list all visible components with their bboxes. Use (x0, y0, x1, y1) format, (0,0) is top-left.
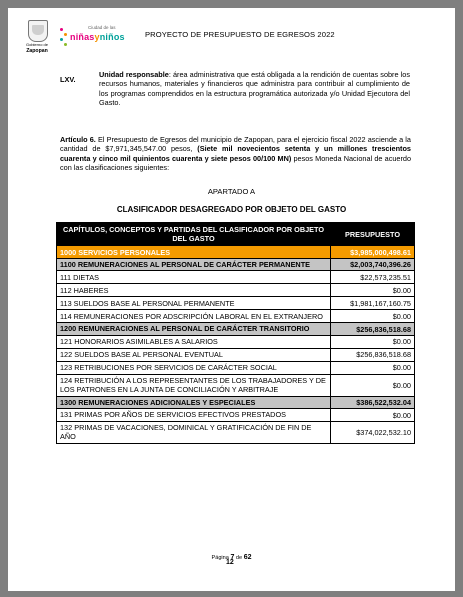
table-row (57, 422, 415, 444)
table-row (57, 246, 415, 259)
brand-logo (60, 25, 130, 49)
table-row (57, 310, 415, 323)
row-label: 1000 SERVICIOS PERSONALES (57, 246, 331, 259)
table-row (57, 374, 415, 396)
row-label: 131 PRIMAS POR AÑOS DE SERVICIOS EFECTIVOS PRESTADOS (57, 409, 331, 422)
table-row (57, 271, 415, 284)
document-page (8, 8, 455, 591)
row-amount: $0.00 (331, 284, 415, 297)
row-amount: $256,836,518.68 (331, 348, 415, 361)
table-row (57, 259, 415, 271)
table-row (57, 361, 415, 374)
row-amount: $2,003,740,396.26 (331, 259, 415, 271)
page-footer: Página 7 de 62 12 (211, 554, 252, 566)
row-label: 112 HABERES (57, 284, 331, 297)
row-label: 121 HONORARIOS ASIMILABLES A SALARIOS (57, 335, 331, 348)
table-body (57, 246, 415, 444)
row-amount: $256,836,518.68 (331, 323, 415, 335)
table-row (57, 396, 415, 408)
row-amount: $22,573,235.51 (331, 271, 415, 284)
table-row (57, 284, 415, 297)
row-amount: $0.00 (331, 374, 415, 396)
row-amount: $0.00 (331, 361, 415, 374)
budget-table (56, 222, 415, 444)
row-amount: $0.00 (331, 310, 415, 323)
definition-text: Unidad responsable: área administrativa que está obligada a la rendición de cuentas sobre los recursos humanos, materiales y financieros que administra para contribuir al cumplimiento de los programas comprendidos en la estructura programática autorizada y/o Unidad Ejecutora del Gasto. (99, 70, 410, 108)
column-header-presupuesto: PRESUPUESTO (331, 223, 415, 246)
page-stamp: 12 (226, 559, 234, 566)
row-label: 1100 REMUNERACIONES AL PERSONAL DE CARÁCTER PERMANENTE (57, 259, 331, 271)
table-row (57, 323, 415, 335)
row-label: 132 PRIMAS DE VACACIONES, DOMINICAL Y GRATIFICACIÓN DE FIN DE AÑO (57, 422, 331, 444)
definition-number: LXV. (60, 75, 76, 84)
document-title: PROYECTO DE PRESUPUESTO DE EGRESOS 2022 (145, 30, 335, 39)
table-row (57, 409, 415, 422)
logo-caption: Gobierno de Zapopan (25, 42, 48, 54)
row-label: 111 DIETAS (57, 271, 331, 284)
row-label: 124 RETRIBUCIÓN A LOS REPRESENTANTES DE LOS TRABAJADORES Y DE LOS PATRONES EN LA JUNTA DE CONCILIACIÓN Y ARBITRAJE (57, 374, 331, 396)
brand-name: niñasyniños (70, 32, 125, 42)
table-row (57, 335, 415, 348)
table-header-row (57, 223, 415, 246)
row-amount: $0.00 (331, 335, 415, 348)
zapopan-logo (24, 20, 50, 54)
row-amount: $0.00 (331, 409, 415, 422)
page-number: 7 (230, 554, 235, 561)
article-6-paragraph: Artículo 6. El Presupuesto de Egresos del municipio de Zapopan, para el ejercicio fiscal 2022 asciende a la cantidad de $7,971,345,547.00 pesos, (Siete mil novecientos setenta y un millones trescientos cuarenta y cinco mil quinientos cuarenta y siete pesos 00/100 MN) pesos Moneda Nacional de acuerdo con las clasificaciones siguientes: (60, 135, 412, 173)
row-label: 113 SUELDOS BASE AL PERSONAL PERMANENTE (57, 297, 331, 310)
row-label: 1200 REMUNERACIONES AL PERSONAL DE CARÁCTER TRANSITORIO (57, 323, 331, 335)
row-amount: $374,022,532.10 (331, 422, 415, 444)
column-header-capitulos: CAPÍTULOS, CONCEPTOS Y PARTIDAS DEL CLASIFICADOR POR OBJETO DEL GASTO (57, 223, 331, 246)
row-amount: $1,981,167,160.75 (331, 297, 415, 310)
section-heading: APARTADO A (207, 187, 256, 196)
row-amount: $3,985,000,498.61 (331, 246, 415, 259)
row-label: 1300 REMUNERACIONES ADICIONALES Y ESPECIALES (57, 396, 331, 408)
row-label: 122 SUELDOS BASE AL PERSONAL EVENTUAL (57, 348, 331, 361)
row-label: 123 RETRIBUCIONES POR SERVICIOS DE CARÁCTER SOCIAL (57, 361, 331, 374)
coat-of-arms-icon (28, 20, 48, 42)
brand-subtitle: Ciudad de las (88, 25, 116, 30)
row-label: 114 REMUNERACIONES POR ADSCRIPCIÓN LABORAL EN EL EXTRANJERO (57, 310, 331, 323)
table-row (57, 297, 415, 310)
row-amount: $386,522,532.04 (331, 396, 415, 408)
table-title: CLASIFICADOR DESAGREGADO POR OBJETO DEL GASTO (116, 205, 347, 214)
table-row (57, 348, 415, 361)
